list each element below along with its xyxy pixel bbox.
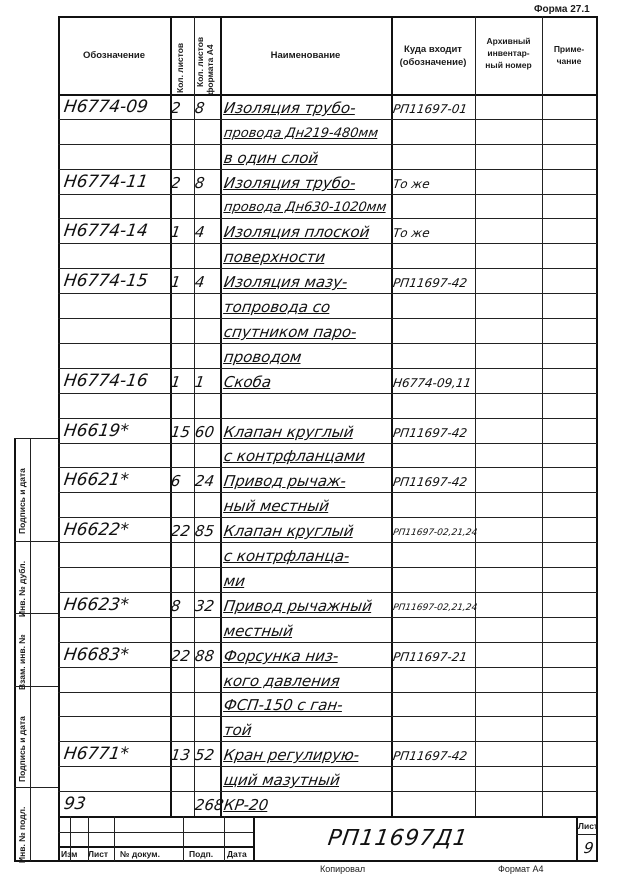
cell-sheets: 13 [169, 746, 192, 764]
cell-a4: 24 [193, 472, 216, 490]
col-where-l2: (обозначение) [399, 57, 467, 68]
cell-name: Кран регулирую- [222, 746, 361, 764]
cell-a4: 60 [193, 423, 216, 441]
cell-designation: Н6621* [62, 470, 130, 490]
cell-sheets: 8 [169, 597, 182, 615]
cell-sheets: 1 [169, 373, 182, 391]
cell-a4: 52 [193, 746, 216, 764]
row-line [58, 642, 597, 643]
cell-sheets: 2 [169, 99, 182, 117]
cell-name: поверхности [222, 248, 327, 266]
cell-a4: 32 [193, 597, 216, 615]
cell-a4: 4 [193, 223, 206, 241]
cell-name: Клапан круглый [222, 522, 355, 540]
cell-where: РП11697-21 [392, 650, 469, 664]
cell-sheets: 6 [169, 472, 182, 490]
cell-where: РП11697-42 [392, 426, 469, 440]
cell-name: проводом [222, 348, 303, 366]
row-line [58, 567, 597, 568]
cell-a4: 4 [193, 273, 206, 291]
cell-name: щий мазутный [222, 771, 342, 789]
row-line [58, 393, 597, 394]
cell-where: РП11697-42 [392, 749, 469, 763]
cell-where: РП11697-01 [392, 102, 469, 116]
cell-name: с контрфланцами [222, 447, 367, 465]
tb-podp: Подп. [189, 849, 214, 859]
row-line [58, 791, 597, 792]
row-line [58, 667, 597, 668]
tb-doc-no: № докум. [120, 849, 160, 859]
cell-a4: 268 [193, 796, 225, 814]
row-line [58, 542, 597, 543]
side-strip-outer [14, 438, 16, 861]
col-archive-l1: Архивный [486, 36, 531, 46]
cell-sheets: 1 [169, 273, 182, 291]
cell-designation: 93 [62, 794, 88, 814]
row-line [58, 766, 597, 767]
side-inv-dubl: Инв. № дубл. [17, 560, 27, 617]
form-label: Форма 27.1 [534, 4, 590, 15]
col-name: Наименование [270, 50, 341, 61]
col-sheets-a4-l1: Кол. листов [195, 36, 205, 87]
tb-sep-5 [224, 816, 225, 861]
header-divider [58, 94, 597, 96]
col-where-l1: Куда входит [404, 44, 462, 55]
cell-where: РП11697-02,21,24 [392, 528, 478, 538]
row-line [58, 243, 597, 244]
cell-designation: Н6774-16 [62, 371, 150, 391]
side-strip-inner [30, 438, 31, 861]
cell-name: топровода со [222, 298, 332, 316]
cell-name: провода Дн630-1020мм [222, 200, 388, 215]
tb-izm: Изм [61, 849, 78, 859]
tb-sep-6 [253, 816, 255, 861]
cell-name: Изоляция мазу- [222, 273, 349, 291]
col-note-l2: чание [556, 56, 582, 66]
col-sheets-count: Кол. листов [175, 42, 185, 93]
col-sep-4 [391, 16, 393, 816]
cell-a4: 85 [193, 522, 216, 540]
row-line [58, 517, 597, 518]
cell-name: в один слой [222, 149, 320, 167]
cell-sheets: 15 [169, 423, 192, 441]
frame-top [58, 16, 597, 18]
row-line [58, 218, 597, 219]
cell-name: с контрфланца- [222, 547, 351, 565]
row-line [58, 119, 597, 120]
side-sign-date-2: Подпись и дата [17, 716, 27, 782]
cell-name: КР-20 [222, 796, 270, 814]
cell-name: местный [222, 622, 295, 640]
cell-a4: 1 [193, 373, 206, 391]
col-note-l1: Приме- [553, 44, 585, 54]
row-line [58, 343, 597, 344]
cell-name: Изоляция плоской [222, 223, 371, 241]
cell-where: Н6774-09,11 [392, 376, 473, 390]
row-line [58, 617, 597, 618]
col-sep-6 [542, 16, 543, 816]
tb-data: Дата [227, 849, 247, 859]
col-sheets-a4-l2: формата А4 [205, 44, 215, 95]
cell-name: кого давления [222, 672, 342, 690]
row-line [58, 716, 597, 717]
cell-name: ФСП-150 с ган- [222, 696, 345, 714]
col-sep-5 [475, 16, 476, 816]
row-line [58, 741, 597, 742]
col-archive-l3: ный номер [485, 60, 532, 70]
frame-right [596, 16, 598, 861]
side-vzam-inv: Взам. инв. № [17, 634, 27, 690]
cell-designation: Н6622* [62, 520, 130, 540]
side-inv-podl: Инв. № подл. [17, 806, 27, 863]
tb-sheet-line [576, 834, 597, 835]
col-sep-3 [220, 16, 222, 816]
side-sign-date-1: Подпись и дата [17, 468, 27, 534]
cell-designation: Н6683* [62, 645, 130, 665]
cell-designation: Н6774-14 [62, 221, 150, 241]
cell-designation: Н6619* [62, 421, 130, 441]
title-block-top [58, 816, 597, 818]
cell-sheets: 1 [169, 223, 182, 241]
tb-sheet-number: 9 [582, 839, 595, 857]
cell-name: Привод рычаж- [222, 472, 348, 490]
row-line [58, 194, 597, 195]
cell-name: Клапан круглый [222, 423, 355, 441]
col-sep-1 [170, 16, 172, 816]
cell-sheets: 22 [169, 522, 192, 540]
cell-where: То же [392, 177, 431, 191]
row-line [58, 293, 597, 294]
side-line-1 [14, 438, 58, 439]
cell-name: ный местный [222, 497, 331, 515]
cell-name: Изоляция трубо- [222, 174, 357, 192]
cell-designation: Н6623* [62, 595, 130, 615]
cell-designation: Н6774-11 [62, 172, 150, 192]
row-line [58, 467, 597, 468]
row-line [58, 268, 597, 269]
cell-a4: 8 [193, 99, 206, 117]
row-line [58, 592, 597, 593]
cell-name: Форсунка низ- [222, 647, 340, 665]
row-line [58, 368, 597, 369]
cell-where: РП11697-42 [392, 276, 469, 290]
row-line [58, 492, 597, 493]
cell-name: той [222, 721, 253, 739]
row-line [58, 418, 597, 419]
cell-a4: 88 [193, 647, 216, 665]
cell-designation: Н6771* [62, 744, 130, 764]
cell-designation: Н6774-09 [62, 97, 150, 117]
row-line [58, 692, 597, 693]
col-sep-2 [194, 16, 195, 816]
cell-name: Привод рычажный [222, 597, 374, 615]
row-line [58, 318, 597, 319]
footer-copied: Копировал [320, 864, 366, 874]
cell-where: То же [392, 226, 431, 240]
col-designation: Обозначение [82, 50, 146, 61]
row-line [58, 144, 597, 145]
tb-sep-4 [183, 816, 184, 861]
row-line [58, 169, 597, 170]
tb-sheet-label: Лист [578, 821, 599, 831]
tb-list: Лист [88, 849, 109, 859]
cell-where: РП11697-02,21,24 [392, 603, 478, 613]
col-archive-l2: инвентар- [487, 48, 530, 58]
cell-sheets: 2 [169, 174, 182, 192]
cell-designation: Н6774-15 [62, 271, 150, 291]
cell-name: ми [222, 572, 247, 590]
tb-doc-number: РП11697Д1 [326, 826, 470, 851]
cell-name: Скоба [222, 373, 273, 391]
cell-a4: 8 [193, 174, 206, 192]
cell-sheets: 22 [169, 647, 192, 665]
frame-left [58, 16, 60, 861]
cell-name: Изоляция трубо- [222, 99, 357, 117]
cell-where: РП11697-42 [392, 475, 469, 489]
cell-name: провода Дн219-480мм [222, 126, 380, 141]
row-line [58, 443, 597, 444]
tb-sep-3 [114, 816, 115, 861]
frame-bottom [14, 860, 598, 862]
footer-format: Формат А4 [498, 864, 544, 874]
cell-name: спутником паро- [222, 323, 358, 341]
